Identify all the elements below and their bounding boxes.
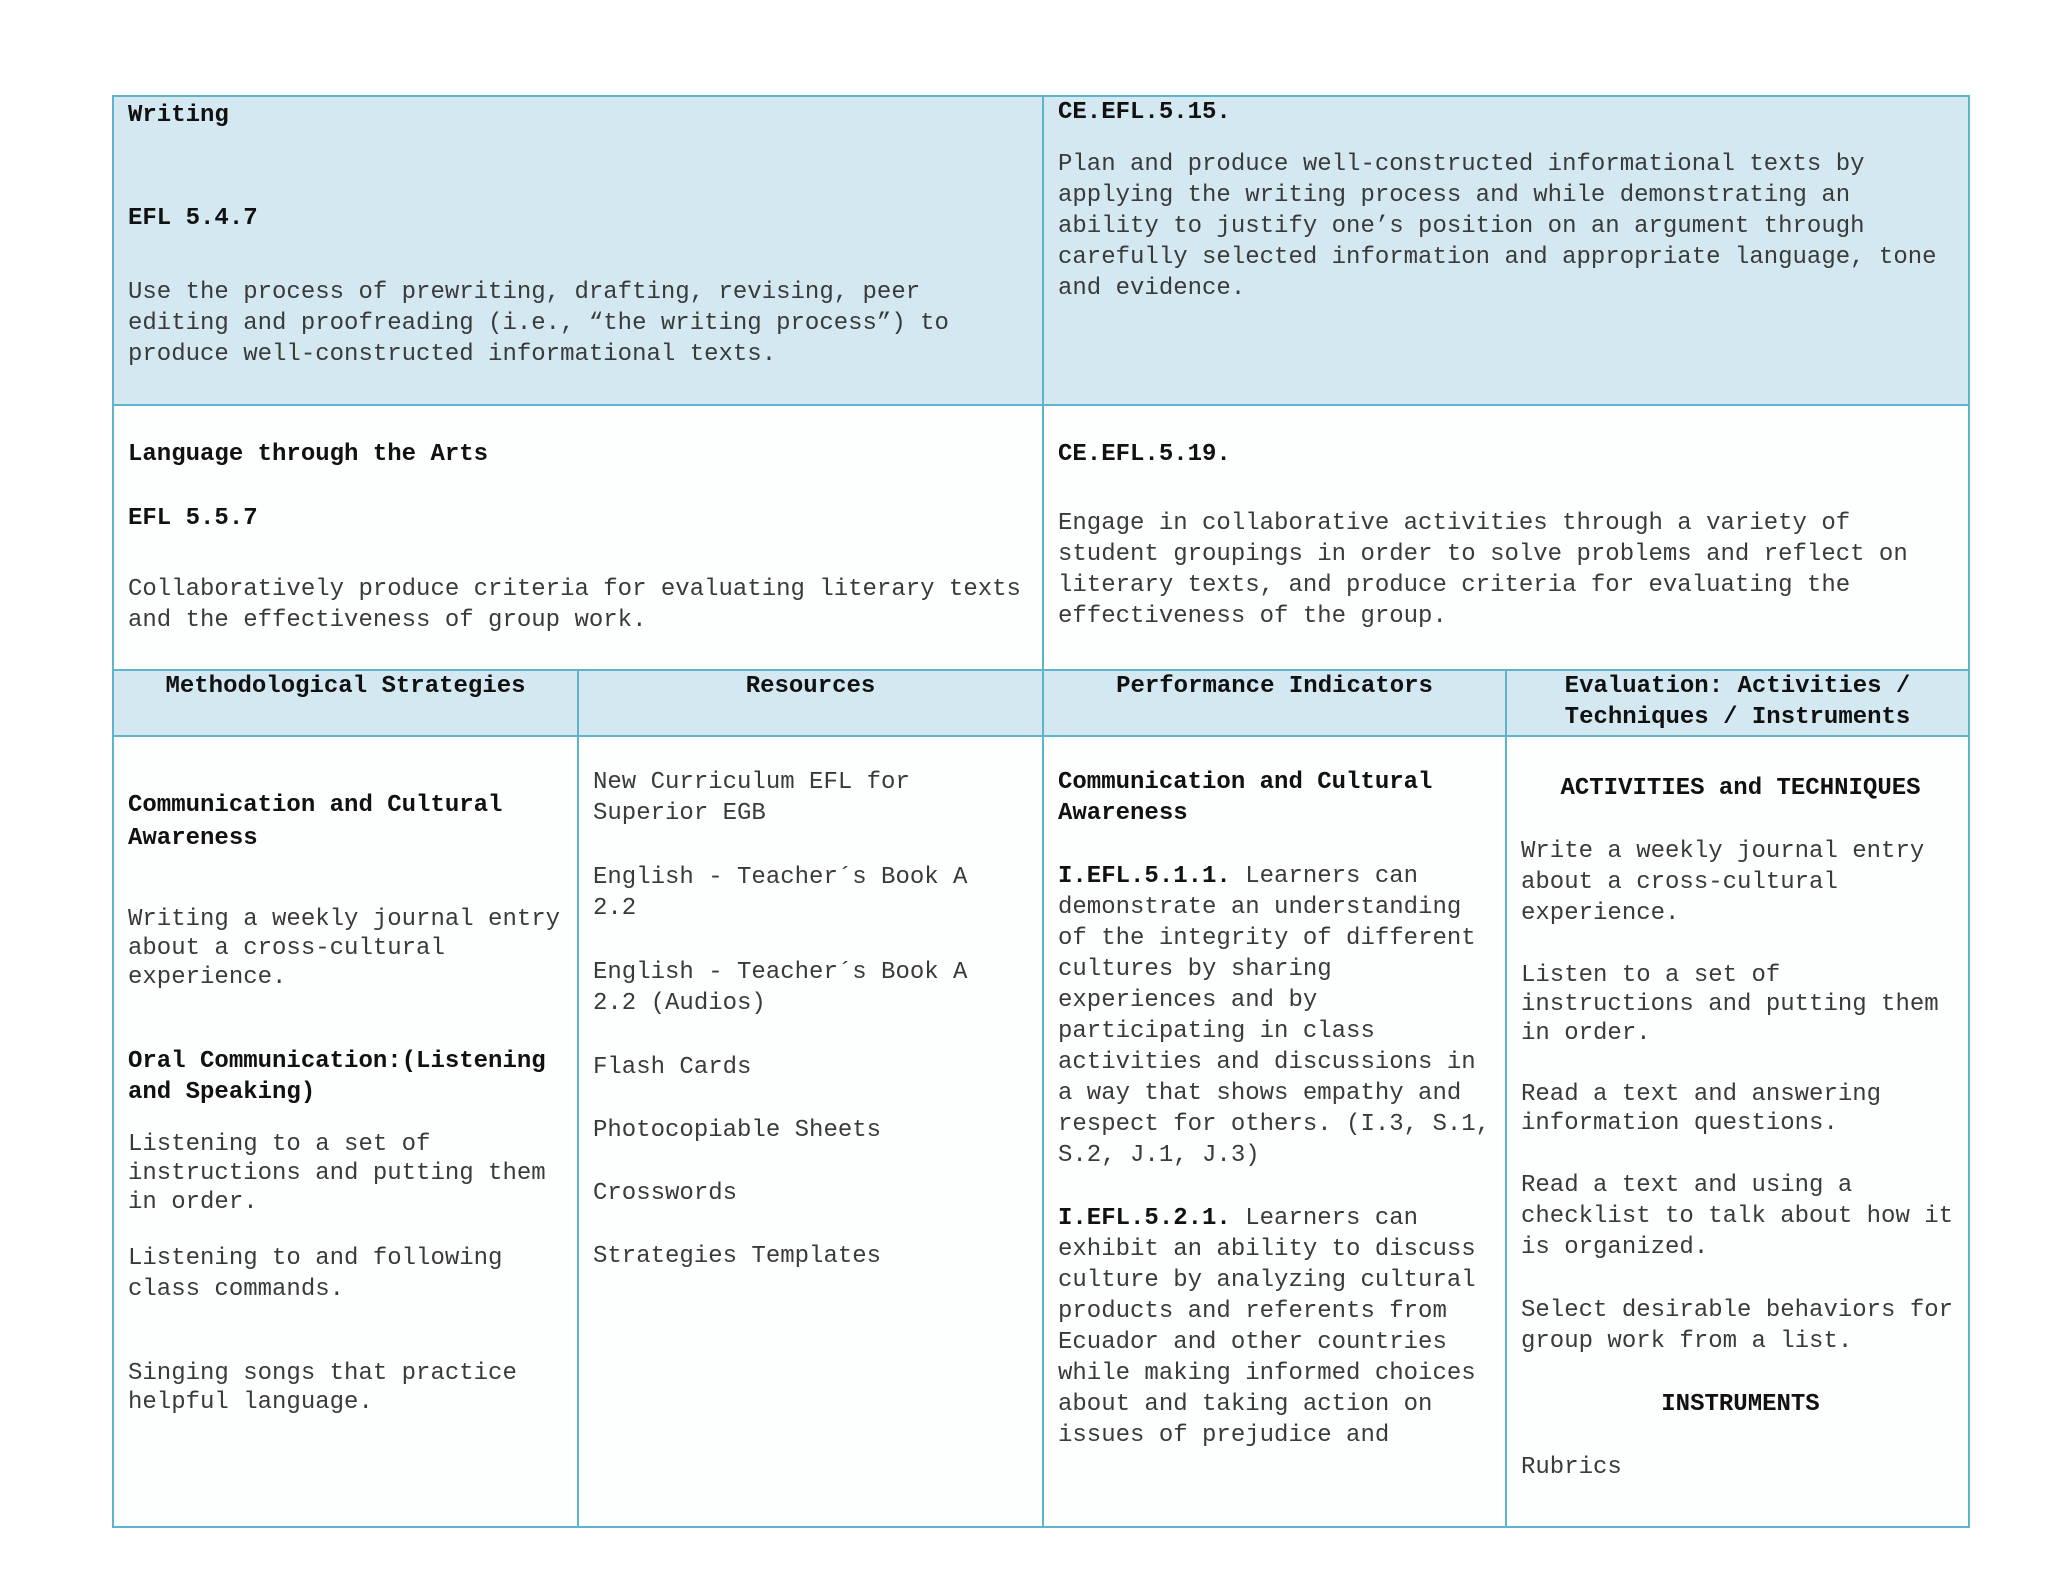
- performance-cell: [1042, 737, 1505, 1526]
- method-heading: Communication and Cultural Awareness: [128, 792, 503, 852]
- evaluation-item: Select desirable behaviors for group work from a list.: [1521, 1297, 1954, 1355]
- planning-table: [112, 95, 1970, 1528]
- criterion-code: CE.EFL.5.19.: [1058, 441, 1231, 468]
- criterion-cell-writing: [1042, 97, 1968, 404]
- skill-cell-writing: [114, 97, 1042, 404]
- resource-item: Strategies Templates: [593, 1243, 882, 1270]
- resource-item: Photocopiable Sheets: [593, 1117, 882, 1144]
- resource-item: English - Teacher´s Book A 2.2 (Audios): [593, 959, 968, 1017]
- header-methodological: Methodological Strategies: [114, 671, 577, 735]
- skill-text: Use the process of prewriting, drafting, revising, peer editing and proofreading (i.e., “the writing process”) to produce well-constructed informational texts.: [128, 279, 949, 368]
- resource-item: Crosswords: [593, 1180, 738, 1207]
- performance-indicator: [1058, 861, 1499, 1171]
- skill-code: EFL 5.5.7: [128, 505, 258, 532]
- performance-indicator: [1058, 1203, 1499, 1451]
- methodological-cell: [114, 737, 577, 1526]
- criterion-cell-arts: [1042, 406, 1968, 669]
- content-row: [114, 737, 1968, 1526]
- evaluation-item: Read a text and answering information questions.: [1521, 1081, 1882, 1137]
- skill-heading: Language through the Arts: [128, 441, 489, 468]
- indicator-code: I.EFL.5.1.1.: [1058, 863, 1231, 890]
- evaluation-item: Listen to a set of instructions and putting them in order.: [1521, 962, 1939, 1047]
- header-resources: Resources: [577, 671, 1042, 735]
- resources-cell: [577, 737, 1042, 1526]
- evaluation-cell: [1505, 737, 1968, 1526]
- resource-item: New Curriculum EFL for Superior EGB: [593, 769, 910, 827]
- method-item: Listening to a set of instructions and putting them in order.: [128, 1131, 546, 1216]
- indicator-code: I.EFL.5.2.1.: [1058, 1205, 1231, 1232]
- instrument-item: Rubrics: [1521, 1454, 1622, 1481]
- skill-heading: Writing: [128, 102, 229, 129]
- header-evaluation: Evaluation: Activities / Techniques / Instruments: [1505, 671, 1968, 735]
- indicator-text: Learners can exhibit an ability to discuss culture by analyzing cultural products and referents from Ecuador and other countries while making informed choices about and taking action on issues of prejudice and: [1058, 1205, 1476, 1449]
- performance-heading: Communication and Cultural Awareness: [1058, 769, 1433, 827]
- column-header-row: [114, 671, 1968, 737]
- resource-item: Flash Cards: [593, 1054, 752, 1081]
- method-heading: Oral Communication:(Listening and Speaking): [128, 1048, 546, 1106]
- resource-item: English - Teacher´s Book A 2.2: [593, 864, 968, 922]
- evaluation-item: Write a weekly journal entry about a cross-cultural experience.: [1521, 838, 1925, 927]
- method-item: Writing a weekly journal entry about a cross-cultural experience.: [128, 906, 561, 991]
- method-item: Singing songs that practice helpful language.: [128, 1360, 517, 1416]
- method-item: Listening to and following class commands.: [128, 1245, 503, 1303]
- arts-row: [114, 406, 1968, 671]
- criterion-text: Engage in collaborative activities through a variety of student groupings in order to solve problems and reflect on literary texts, and produce criteria for evaluating the effectiveness of the group.: [1058, 510, 1908, 630]
- activities-heading: ACTIVITIES and TECHNIQUES: [1560, 775, 1921, 802]
- indicator-text: Learners can demonstrate an understanding of the integrity of different cultures by sharing experiences and by participating in class activities and discussions in a way that shows empathy and respect for others. (I.3, S.1, S.2, J.1, J.3): [1058, 863, 1491, 1169]
- criterion-text: Plan and produce well-constructed informational texts by applying the writing process and while demonstrating an ability to justify one’s position on an argument through carefully selected information and appropriate language, tone and evidence.: [1058, 151, 1937, 302]
- skill-code: EFL 5.4.7: [128, 205, 258, 232]
- skill-cell-arts: [114, 406, 1042, 669]
- header-performance: Performance Indicators: [1042, 671, 1505, 735]
- skill-text: Collaboratively produce criteria for evaluating literary texts and the effectiveness of group work.: [128, 576, 1021, 634]
- writing-row: [114, 97, 1968, 406]
- instruments-heading: INSTRUMENTS: [1661, 1391, 1820, 1418]
- criterion-code: CE.EFL.5.15.: [1058, 99, 1231, 126]
- evaluation-item: Read a text and using a checklist to talk about how it is organized.: [1521, 1172, 1954, 1261]
